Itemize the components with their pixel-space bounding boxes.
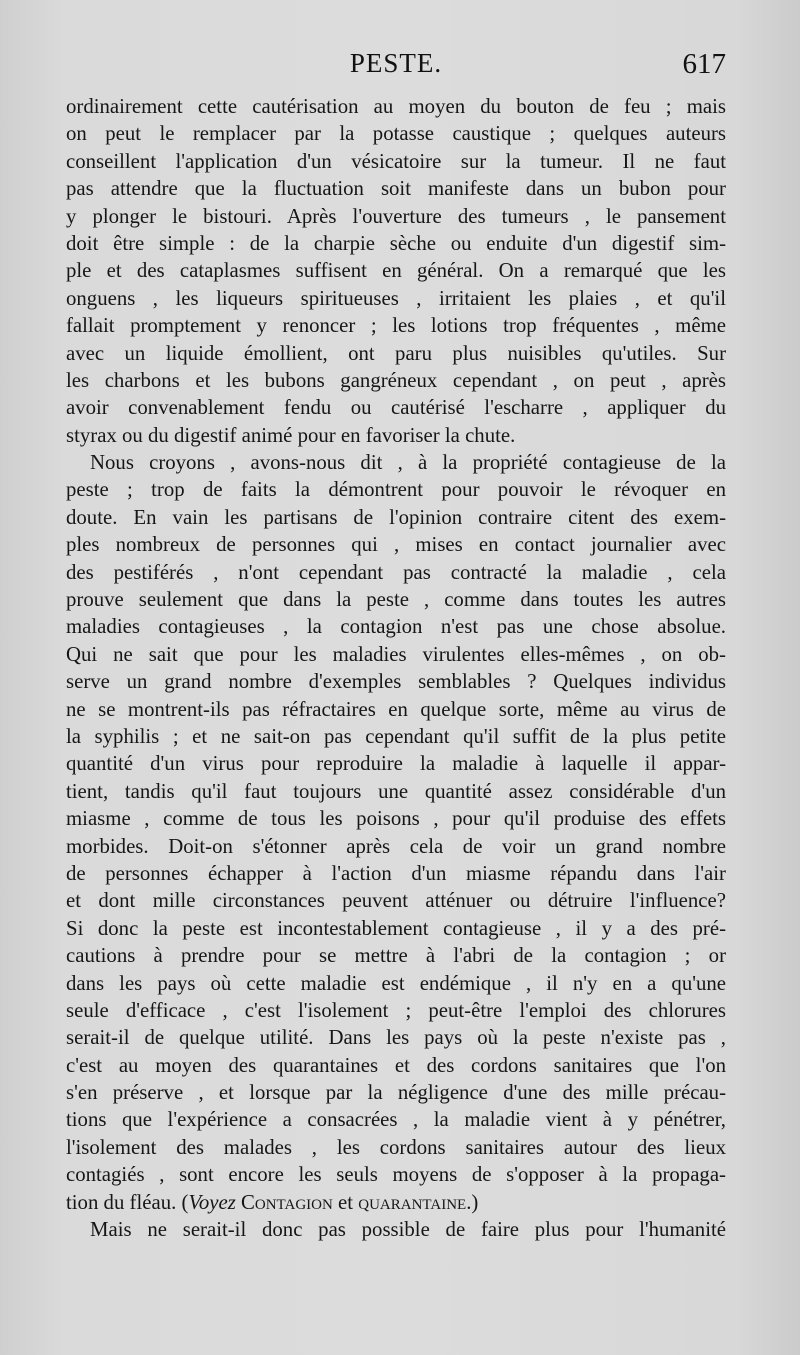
text-line: doute. En vain les partisans de l'opinion contraire citent des exem- xyxy=(66,505,726,529)
text-line: l'isolement des malades , les cordons sanitaires autour des lieux xyxy=(66,1135,726,1159)
text-line: prouve seulement que dans la peste , comme dans toutes les autres xyxy=(66,588,726,612)
text-line: ne se montrent-ils pas réfractaires en quelque sorte, même au virus de xyxy=(66,697,726,721)
text-line: ples nombreux de personnes qui , mises en contact journalier avec xyxy=(66,533,726,557)
text-line: morbides. Doit-on s'étonner après cela de voir un grand nombre xyxy=(66,834,726,858)
text-line: Si donc la peste est incontestablement contagieuse , il y a des pré- xyxy=(66,916,726,940)
text-line: c'est au moyen des quarantaines et des cordons sanitaires que l'on xyxy=(66,1053,726,1077)
text-line: peste ; trop de faits la démontrent pour pouvoir le révoquer en xyxy=(66,478,726,502)
text-line: dans les pays où cette maladie est endémique , il n'y en a qu'une xyxy=(66,971,726,995)
page-number: 617 xyxy=(682,48,726,80)
text-line: ple et des cataplasmes suffisent en général. On a remarqué que les xyxy=(66,259,726,283)
ref-text-before: tion du fléau. ( xyxy=(66,1190,189,1214)
text-line: serve un grand nombre d'exemples semblables ? Quelques individus xyxy=(66,670,726,694)
text-line: serait-il de quelque utilité. Dans les pays où la peste n'existe pas , xyxy=(66,1026,726,1050)
text-line: Qui ne sait que pour les maladies virulentes elles-mêmes , on ob- xyxy=(66,642,726,666)
text-line: s'en préserve , et lorsque par la négligence d'une des mille précau- xyxy=(66,1081,726,1105)
text-line: on peut le remplacer par la potasse caustique ; quelques auteurs xyxy=(66,122,726,146)
ref-voyez: Voyez xyxy=(188,1190,236,1214)
text-line: miasme , comme de tous les poisons , pour qu'il produise des effets xyxy=(66,807,726,831)
text-line: fallait promptement y renoncer ; les lotions trop fréquentes , même xyxy=(66,314,726,338)
text-line: tient, tandis qu'il faut toujours une quantité assez considérable d'un xyxy=(66,779,726,803)
text-line: conseillent l'application d'un vésicatoire sur la tumeur. Il ne faut xyxy=(66,149,726,173)
text-line: de personnes échapper à l'action d'un miasme répandu dans l'air xyxy=(66,861,726,885)
text-line: maladies contagieuses , la contagion n'est pas une chose absolue. xyxy=(66,615,726,639)
ref-contagion: Contagion xyxy=(241,1190,333,1214)
text-line: tions que l'expérience a consacrées , la maladie vient à y pénétrer, xyxy=(66,1108,726,1132)
text-line: avec un liquide émollient, ont paru plus nuisibles qu'utiles. Sur xyxy=(66,341,726,365)
text-line: et dont mille circonstances peuvent atténuer ou détruire l'influence? xyxy=(66,889,726,913)
text-line: des pestiférés , n'ont cependant pas contracté la maladie , cela xyxy=(66,560,726,584)
paragraph-start-line: Mais ne serait-il donc pas possible de faire plus pour l'humanité xyxy=(90,1218,726,1242)
text-line: ordinairement cette cautérisation au moyen du bouton de feu ; mais xyxy=(66,95,726,118)
text-line: doit être simple : de la charpie sèche ou enduite d'un digestif sim- xyxy=(66,231,726,255)
body-text xyxy=(66,93,726,1243)
running-title: PESTE. xyxy=(349,48,443,78)
text-line: pas attendre que la fluctuation soit manifeste dans un bubon pour xyxy=(66,177,726,201)
text-line: cautions à prendre pour se mettre à l'abri de la contagion ; or xyxy=(66,944,726,968)
text-line: quantité d'un virus pour reproduire la maladie à laquelle il appar- xyxy=(66,752,726,776)
text-line: seule d'efficace , c'est l'isolement ; peut-être l'emploi des chlorures xyxy=(66,998,726,1022)
text-line: y plonger le bistouri. Après l'ouverture des tumeurs , le pansement xyxy=(66,204,726,228)
text-line: avoir convenablement fendu ou cautérisé l'escharre , appliquer du xyxy=(66,396,726,420)
text-line: les charbons et les bubons gangréneux cependant , on peut , après xyxy=(66,368,726,392)
cross-reference-line xyxy=(66,1189,726,1216)
ref-et: et xyxy=(332,1190,359,1214)
paragraph-end-line: styrax ou du digestif animé pour en favoriser la chute. xyxy=(66,423,516,447)
paragraph-start-line: Nous croyons , avons-nous dit , à la propriété contagieuse de la xyxy=(90,451,726,475)
text-line: onguens , les liqueurs spiritueuses , irritaient les plaies , et qu'il xyxy=(66,286,726,310)
text-line: la syphilis ; et ne sait-on pas cependant qu'il suffit de la plus petite xyxy=(66,724,726,748)
page-header xyxy=(66,48,726,84)
text-line: contagiés , sont encore les seuls moyens de s'opposer à la propaga- xyxy=(66,1163,726,1187)
ref-text-after: .) xyxy=(466,1190,479,1214)
ref-quarantaine: quarantaine xyxy=(358,1190,467,1214)
